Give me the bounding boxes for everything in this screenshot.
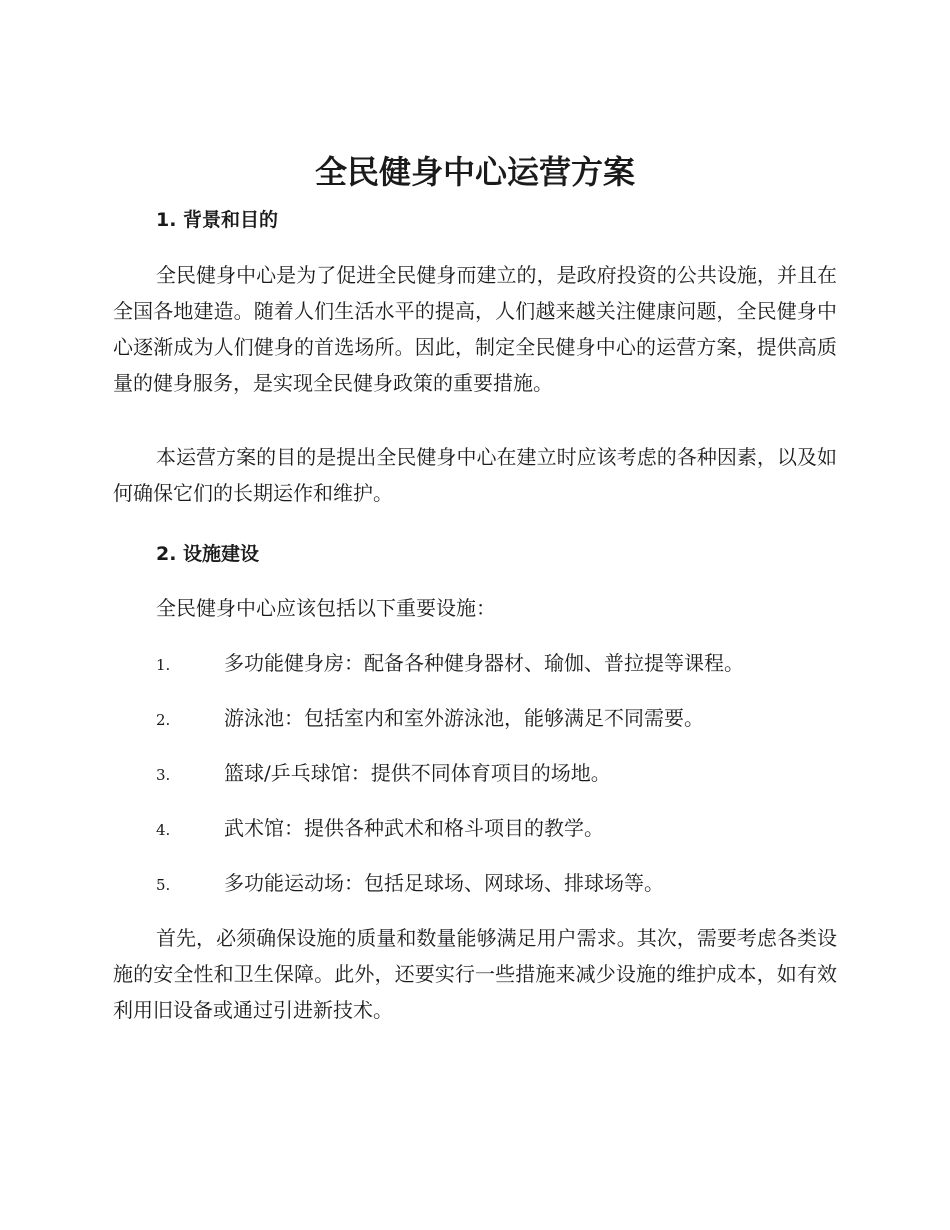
- paragraph-facilities-intro: 全民健身中心应该包括以下重要设施：: [156, 596, 496, 620]
- list-number: 5.: [156, 876, 171, 894]
- paragraph-purpose: 本运营方案的目的是提出全民健身中心在建立时应该考虑的各种因素，以及如何确保它们的长期运作和维护。: [113, 445, 837, 505]
- list-number: 1.: [156, 656, 171, 674]
- list-item: [156, 813, 837, 845]
- list-number: 2.: [156, 711, 171, 729]
- document-title: 全民健身中心运营方案: [314, 153, 635, 191]
- section-heading-background: 1. 背景和目的: [156, 209, 279, 231]
- list-item: [156, 703, 837, 735]
- paragraph-background: 全民健身中心是为了促进全民健身而建立的，是政府投资的公共设施，并且在全国各地建造。随着人们生活水平的提高，人们越来越关注健康问题，全民健身中心逐渐成为人们健身的首选场所。因此，制定全民健身中心的运营方案，提供高质量的健身服务，是实现全民健身政策的重要措施。: [113, 263, 837, 395]
- list-text: 武术馆：提供各种武术和格斗项目的教学。: [224, 816, 604, 840]
- list-text: 游泳池：包括室内和室外游泳池，能够满足不同需要。: [224, 706, 704, 730]
- list-item: [156, 648, 837, 680]
- section-heading-facilities: 2. 设施建设: [156, 543, 260, 565]
- list-text: 篮球/乒乓球馆：提供不同体育项目的场地。: [224, 761, 611, 785]
- list-text: 多功能运动场：包括足球场、网球场、排球场等。: [224, 871, 664, 895]
- list-item: [156, 758, 837, 790]
- paragraph-facilities-closing: 首先，必须确保设施的质量和数量能够满足用户需求。其次，需要考虑各类设施的安全性和卫生保障。此外，还要实行一些措施来减少设施的维护成本，如有效利用旧设备或通过引进新技术。: [113, 926, 837, 1022]
- list-text: 多功能健身房：配备各种健身器材、瑜伽、普拉提等课程。: [224, 651, 744, 675]
- list-number: 3.: [156, 766, 171, 784]
- list-item: [156, 868, 837, 900]
- list-number: 4.: [156, 821, 171, 839]
